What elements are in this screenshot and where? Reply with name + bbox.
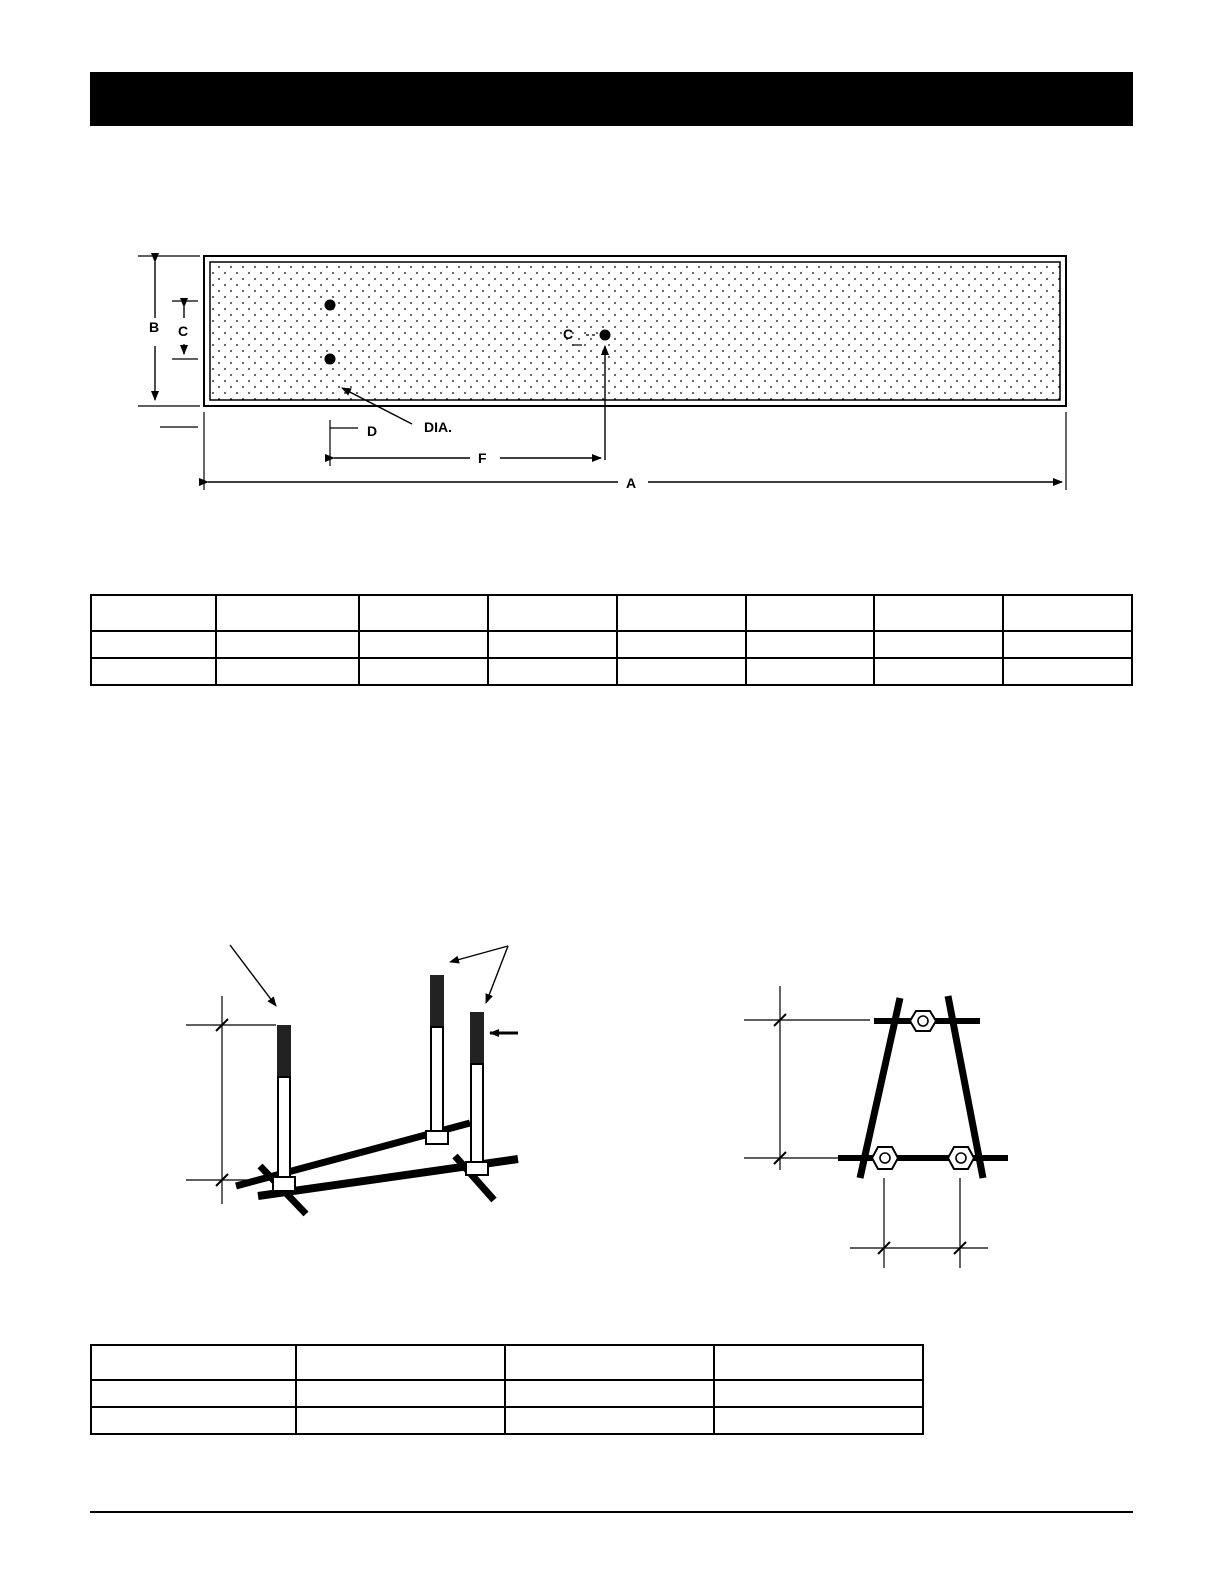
label-b: B	[149, 319, 160, 335]
nut-top	[910, 1011, 936, 1031]
table-cell	[505, 1407, 714, 1434]
table-cell	[296, 1407, 505, 1434]
table-cell	[91, 1345, 296, 1380]
table-cell	[714, 1345, 923, 1380]
table-cell	[1003, 595, 1132, 631]
table-cell	[91, 595, 216, 631]
table-cell	[216, 658, 360, 685]
table-cell	[359, 631, 488, 658]
hole-upper	[325, 300, 336, 311]
table-cell	[1003, 658, 1132, 685]
label-c: C	[178, 323, 189, 339]
rebar-elevation-diagram	[744, 986, 1008, 1268]
hole-lower	[325, 354, 336, 365]
table-cell	[216, 631, 360, 658]
table-cell	[505, 1345, 714, 1380]
table-cell	[91, 631, 216, 658]
table-row	[91, 658, 1132, 685]
table-cell	[874, 631, 1003, 658]
table-cell	[1003, 631, 1132, 658]
table-cell	[488, 658, 617, 685]
stud-table	[90, 1344, 924, 1435]
table-row	[91, 1380, 923, 1407]
nut-bottom-left	[872, 1147, 898, 1169]
template-dotted-panel	[210, 262, 1060, 400]
table-cell	[746, 631, 875, 658]
label-a: A	[626, 475, 637, 491]
table-cell	[617, 658, 746, 685]
table-cell	[296, 1345, 505, 1380]
table-cell	[714, 1380, 923, 1407]
label-f: F	[478, 450, 487, 466]
table-cell	[91, 1380, 296, 1407]
table-cell	[91, 1407, 296, 1434]
table-header-row	[91, 595, 1132, 631]
table-row	[91, 631, 1132, 658]
dimension-table	[90, 594, 1133, 686]
hole-center	[600, 330, 611, 341]
table-cell	[874, 658, 1003, 685]
footer-rule	[90, 1511, 1133, 1513]
table-cell	[746, 658, 875, 685]
label-centerline: C	[563, 326, 574, 342]
table-cell	[746, 595, 875, 631]
table-cell	[296, 1380, 505, 1407]
table-cell	[359, 658, 488, 685]
table-cell	[91, 658, 216, 685]
label-d: D	[367, 423, 378, 439]
stud-rebar-diagram	[186, 945, 518, 1214]
table-cell	[505, 1380, 714, 1407]
table-cell	[617, 631, 746, 658]
table-cell	[488, 631, 617, 658]
table-row	[91, 1407, 923, 1434]
table-cell	[617, 595, 746, 631]
table-cell	[359, 595, 488, 631]
table-cell	[714, 1407, 923, 1434]
table-cell	[216, 595, 360, 631]
table-cell	[874, 595, 1003, 631]
table-header-row	[91, 1345, 923, 1380]
label-dia: DIA.	[424, 419, 452, 435]
nut-bottom-right	[948, 1147, 974, 1169]
template-diagram	[138, 256, 1066, 491]
table-cell	[488, 595, 617, 631]
